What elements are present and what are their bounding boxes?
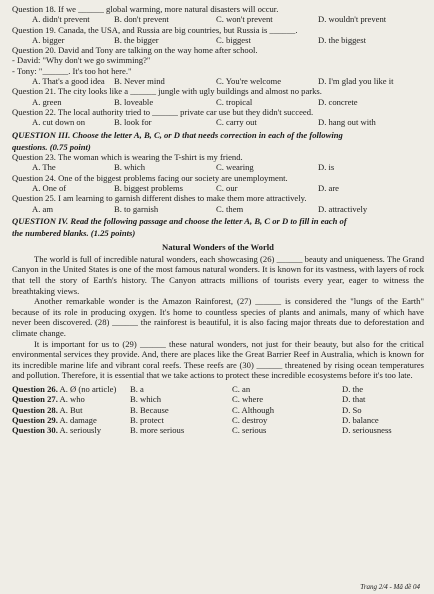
passage-title: Natural Wonders of the World (162, 241, 274, 252)
q20-option-d[interactable]: D. I'm glad you like it (318, 76, 394, 87)
q22-option-b[interactable]: B. look for (114, 117, 152, 128)
q19-option-b[interactable]: B. the bigger (114, 34, 159, 45)
q28-label: Question 28. (12, 404, 58, 415)
q21-option-a[interactable]: A. green (32, 96, 62, 107)
section-3-heading-cont: questions. (0.75 point) (12, 141, 91, 152)
q22-options (12, 117, 424, 127)
q20-stem: Question 20. David and Tony are talking on the way home after school. (12, 45, 258, 56)
q18-option-c[interactable]: C. won't prevent (216, 14, 273, 25)
q20-option-c[interactable]: C. You're welcome (216, 76, 282, 87)
q28-option-b[interactable]: B. Because (130, 404, 169, 415)
q22-option-a[interactable]: A. cut down on (32, 117, 85, 128)
q28-option-d[interactable]: D. So (342, 404, 362, 415)
q23-option-c[interactable]: C. wearing (216, 162, 254, 173)
q21-options (12, 97, 424, 107)
q28-option-c[interactable]: C. Although (232, 404, 275, 415)
q30-label: Question 30. (12, 425, 58, 436)
q24-option-b[interactable]: B. biggest problems (114, 183, 183, 194)
q25-option-a[interactable]: A. am (32, 203, 54, 214)
q23-option-d[interactable]: D. is (318, 162, 335, 173)
q29-label: Question 29. (12, 414, 58, 425)
q29-option-a[interactable]: A. damage (59, 414, 97, 425)
q21-option-c[interactable]: C. tropical (216, 96, 253, 107)
q18-stem: Question 18. If we ______ global warming, more natural disasters will occur. (12, 4, 279, 14)
q20-tony-line: - Tony: "______. It's too hot here." (12, 65, 132, 76)
q18-option-b[interactable]: B. don't prevent (114, 14, 169, 25)
q30-label-a (12, 425, 130, 435)
q27-option-a[interactable]: A. who (59, 394, 85, 405)
q25-option-c[interactable]: C. them (216, 203, 244, 214)
q27-option-b[interactable]: B. which (130, 394, 162, 405)
q27-options (12, 394, 424, 404)
q25-option-b[interactable]: B. to garnish (114, 203, 159, 214)
q27-option-d[interactable]: D. that (342, 394, 366, 405)
q20-options (12, 76, 424, 86)
q26-label-a (12, 384, 130, 394)
q20-david-line: - David: "Why don't we go swimming?" (12, 55, 151, 66)
q27-label: Question 27. (12, 394, 58, 405)
q27-option-c[interactable]: C. where (232, 394, 264, 405)
q29-option-d[interactable]: D. balance (342, 414, 379, 425)
q30-option-c[interactable]: C. serious (232, 425, 267, 436)
section-4-heading-cont: the numbered blanks. (1.25 points) (12, 228, 136, 239)
q20-option-a[interactable]: A. That's a good idea (32, 76, 105, 87)
q26-option-a[interactable]: A. Ø (no article) (59, 383, 117, 394)
page-footer: Trang 2/4 - Mã đề 04 (360, 582, 420, 591)
q19-option-a[interactable]: A. bigger (32, 34, 65, 45)
q28-option-a[interactable]: A. But (59, 404, 83, 415)
q21-option-b[interactable]: B. loveable (114, 96, 154, 107)
q24-option-c[interactable]: C. our (216, 183, 238, 194)
answer-options (12, 384, 424, 435)
q29-option-b[interactable]: B. protect (130, 414, 164, 425)
q19-stem: Question 19. Canada, the USA, and Russia are big countries, but Russia is ______. (12, 24, 298, 35)
passage-paragraph-2: Another remarkable wonder is the Amazon Rainforest, (27) ______ is considered the "lungs of the Earth" because of its role in producing oxygen. It's home to countless species of plants and animals, many of which have never been discovered. (28) ______ the rainforest is beautiful, it is also facing major threats due to deforestation and climate change. (12, 296, 424, 338)
q24-options (12, 183, 424, 193)
q29-option-c[interactable]: C. destroy (232, 414, 268, 425)
q22-stem: Question 22. The local authority tried to ______ private car use but they didn't succeed. (12, 106, 314, 117)
q23-option-b[interactable]: B. which (114, 162, 146, 173)
q26-option-c[interactable]: C. an (232, 383, 251, 394)
q25-options (12, 204, 424, 214)
q19-option-c[interactable]: C. biggest (216, 34, 251, 45)
q30-option-d[interactable]: D. seriousness (342, 425, 392, 436)
q24-option-d[interactable]: D. are (318, 183, 339, 194)
section-4-heading: QUESTION IV. Read the following passage and choose the letter A, B, C or D to fill in each of (12, 215, 347, 226)
q29-options (12, 415, 424, 425)
passage-paragraph-1: The world is full of incredible natural wonders, each showcasing (26) ______ beauty and uniqueness. The Grand Canyon in the United States is one of the most famous natural wonders. It is known for its vastness, with layers of rock that tell the story of Earth's history. The Canyon attracts millions of tourists every year, eager to witness the breathtaking views. (12, 253, 424, 296)
q30-option-b[interactable]: B. more serious (130, 425, 185, 436)
q19-options (12, 35, 424, 45)
q26-option-b[interactable]: B. a (130, 383, 144, 394)
q21-stem: Question 21. The city looks like a ______ jungle with ugly buildings and almost no parks. (12, 86, 322, 97)
section-3-heading: QUESTION III. Choose the letter A, B, C, or D that needs correction in each of the following (12, 129, 343, 140)
q18-option-a[interactable]: A. didn't prevent (32, 14, 90, 25)
q19-option-d[interactable]: D. the biggest (318, 34, 366, 45)
q27-label-a (12, 394, 130, 404)
q18-options (12, 14, 424, 24)
q22-option-c[interactable]: C. carry out (216, 117, 257, 128)
q22-option-d[interactable]: D. hang out with (318, 117, 376, 128)
q30-option-a[interactable]: A. seriously (59, 425, 102, 436)
q26-label: Question 26. (12, 383, 58, 394)
passage-paragraph-3: It is important for us to (29) ______ these natural wonders, not just for their beauty, but also for the critical environmental services they provide. And, there are places like the Great Barrier Reef in Australia, which is known for its incredible marine life and vibrant coral reefs. These reefs are (30) ______ threatened by rising ocean temperatures and pollution. Therefore, it is essential that we take actions to protect these incredible ecosystems before it's too late. (12, 338, 424, 381)
q26-option-d[interactable]: D. the (342, 383, 364, 394)
q26-options (12, 384, 424, 394)
q18-option-d[interactable]: D. wouldn't prevent (318, 14, 387, 25)
q28-options (12, 405, 424, 415)
q29-label-a (12, 415, 130, 425)
q25-stem: Question 25. I am learning to garnish different dishes to make them more attractively. (12, 193, 307, 204)
q21-option-d[interactable]: D. concrete (318, 96, 358, 107)
q23-option-a[interactable]: A. The (32, 162, 56, 173)
q23-options (12, 162, 424, 172)
q28-label-a (12, 405, 130, 415)
q30-options (12, 425, 424, 435)
q24-option-a[interactable]: A. One of (32, 183, 67, 194)
q23-stem: Question 23. The woman which is wearing the T-shirt is my friend. (12, 152, 243, 163)
q24-stem: Question 24. One of the biggest problems facing our society are unemployment. (12, 172, 288, 183)
q20-option-b[interactable]: B. Never mind (114, 76, 165, 87)
q25-option-d[interactable]: D. attractively (318, 203, 368, 214)
